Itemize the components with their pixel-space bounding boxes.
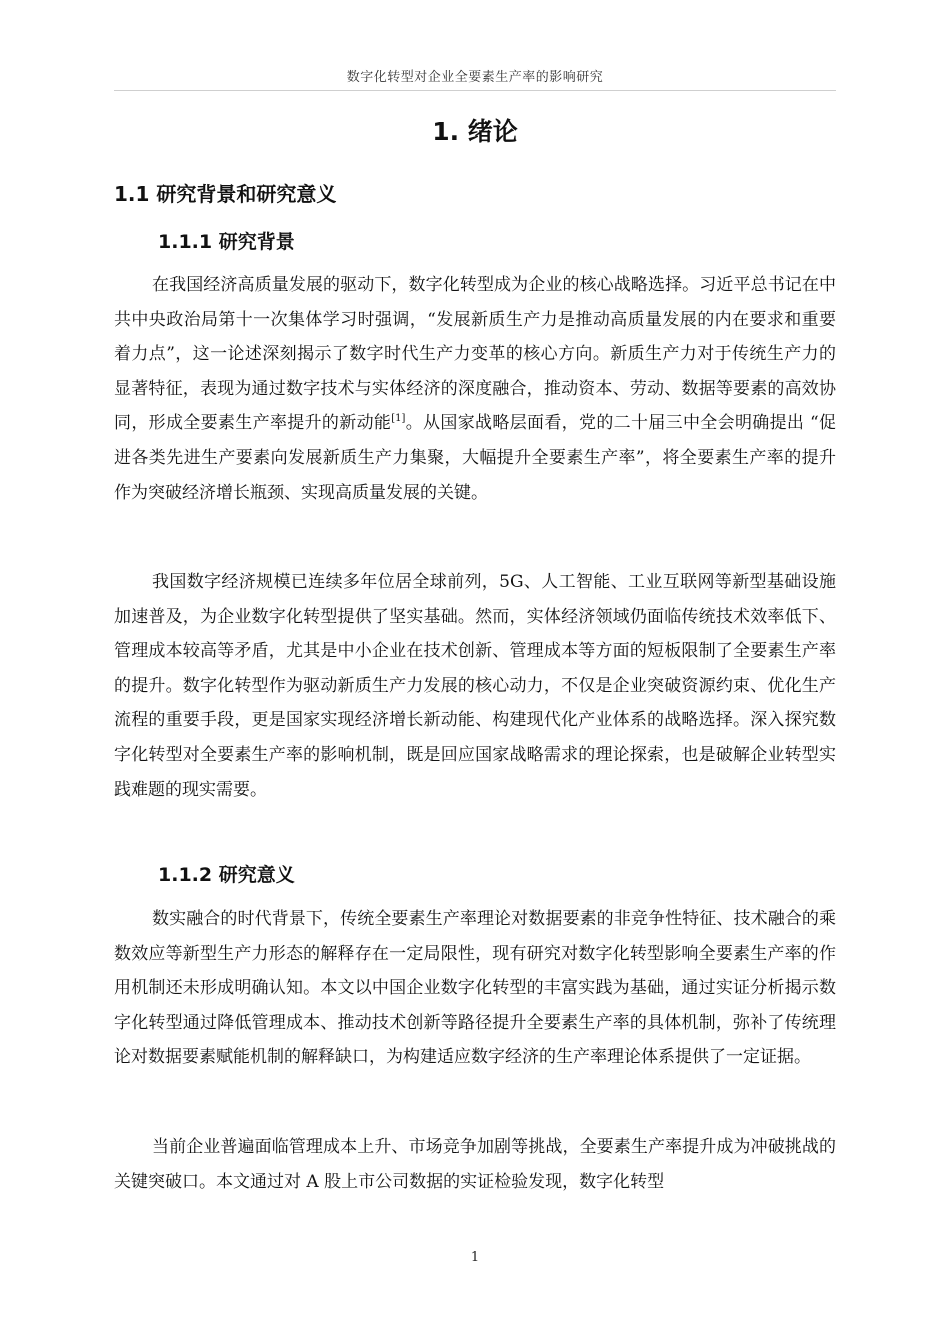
page-number: 1: [470, 1250, 480, 1265]
paragraph-significance-1: 数实融合的时代背景下，传统全要素生产率理论对数据要素的非竞争性特征、技术融合的乘数效应等新型生产力形态的解释存在一定局限性，现有研究对数字化转型影响全要素生产率的作用机制还未形成明确认知。本文以中国企业数字化转型的丰富实践为基础，通过实证分析揭示数字化转型通过降低管理成本、推动技术创新等路径提升全要素生产率的具体机制，弥补了传统理论对数据要素赋能机制的解释缺口，为构建适应数字经济的生产率理论体系提供了一定证据。: [114, 909, 836, 1068]
paragraph-significance-2: 当前企业普遍面临管理成本上升、市场竞争加剧等挑战，全要素生产率提升成为冲破挑战的关键突破口。本文通过对 A 股上市公司数据的实证检验发现，数字化转型: [114, 1137, 836, 1192]
header-divider: [114, 90, 836, 91]
citation-reference[interactable]: [1]: [391, 413, 406, 425]
paragraph-background-1-part-a: 在我国经济高质量发展的驱动下，数字化转型成为企业的核心战略选择。习近平总书记在中共中央政治局第十一次集体学习时强调，“发展新质生产力是推动高质量发展的内在要求和重要着力点”，这一论述深刻揭示了数字时代生产力变革的核心方向。新质生产力对于传统生产力的显著特征，表现为通过数字技术与实体经济的深度融合，推动资本、劳动、数据等要素的高效协同，形成全要素生产率提升的新动能: [114, 275, 836, 434]
section-heading-1-1-1: 1.1.1 研究背景: [158, 231, 295, 253]
section-heading-1-1-2: 1.1.2 研究意义: [158, 864, 295, 886]
chapter-title: 1. 绪论: [432, 117, 518, 146]
paragraph-background-1-part-b: 。从国家战略层面看，党的二十届三中全会明确提出 “促进各类先进生产要素向发展新质生产力集聚，大幅提升全要素生产率”，将全要素生产率的提升作为突破经济增长瓶颈、实现高质量发展的关键。: [114, 413, 837, 503]
paragraph-background-1: [114, 268, 836, 510]
running-header: 数字化转型对企业全要素生产率的影响研究: [346, 70, 604, 85]
section-heading-1-1: 1.1 研究背景和研究意义: [114, 182, 337, 206]
paragraph-background-2: 我国数字经济规模已连续多年位居全球前列，5G、人工智能、工业互联网等新型基础设施加速普及，为企业数字化转型提供了坚实基础。然而，实体经济领域仍面临传统技术效率低下、管理成本较高等矛盾，尤其是中小企业在技术创新、管理成本等方面的短板限制了全要素生产率的提升。数字化转型作为驱动新质生产力发展的核心动力，不仅是企业突破资源约束、优化生产流程的重要手段，更是国家实现经济增长新动能、构建现代化产业体系的战略选择。深入探究数字化转型对全要素生产率的影响机制，既是回应国家战略需求的理论探索，也是破解企业转型实践难题的现实需要。: [114, 572, 836, 800]
